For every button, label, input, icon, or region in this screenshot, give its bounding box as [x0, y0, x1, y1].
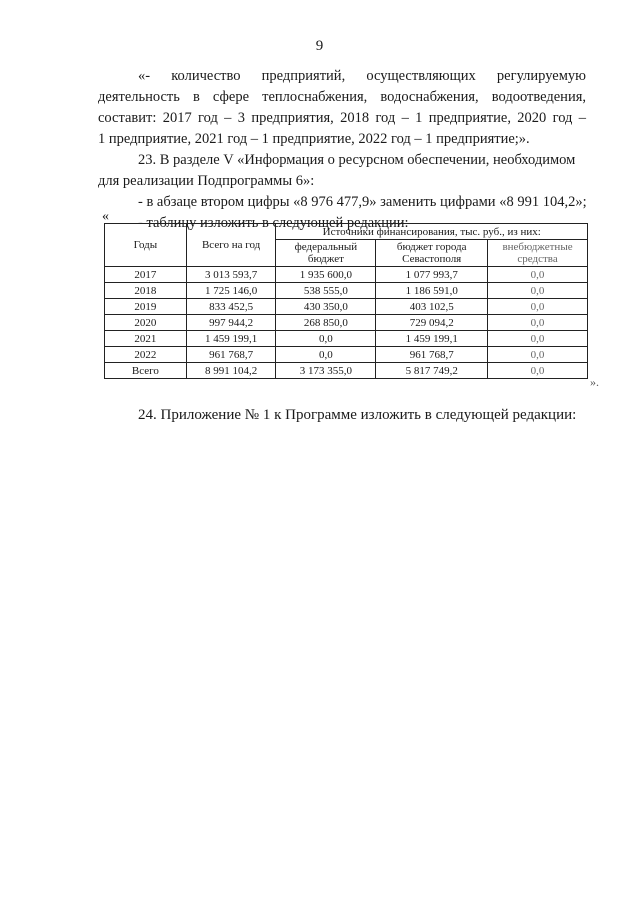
cell-year: 2018: [105, 283, 187, 299]
cell-city: 1 459 199,1: [376, 331, 488, 347]
item-23-line: для реализации Подпрограммы 6»:: [98, 173, 315, 189]
funding-table: [104, 223, 588, 379]
paragraph-line: «- количество предприятий, осуществляющих регулируемую: [138, 68, 586, 84]
paragraph-line: 1 предприятие, 2021 год – 1 предприятие, 2022 год – 1 предприятие;».: [98, 131, 530, 147]
cell-total: 961 768,7: [186, 347, 276, 363]
cell-year: 2017: [105, 267, 187, 283]
header-federal: федеральный бюджет: [276, 240, 376, 267]
table-row: [105, 315, 588, 331]
table-row: [105, 299, 588, 315]
header-years: Годы: [105, 224, 187, 267]
cell-extra: 0,0: [488, 299, 588, 315]
quote-close: ».: [590, 375, 599, 389]
cell-total: 8 991 104,2: [186, 363, 276, 379]
cell-total: 1 725 146,0: [186, 283, 276, 299]
cell-total: 833 452,5: [186, 299, 276, 315]
item-23-line: 23. В разделе V «Информация о ресурсном обеспечении, необходимом: [138, 152, 576, 168]
paragraph-enterprises: [98, 66, 586, 150]
cell-extra: 0,0: [488, 347, 588, 363]
page-number: 9: [315, 38, 324, 54]
cell-year: 2022: [105, 347, 187, 363]
table-row: [105, 267, 588, 283]
cell-extra: 0,0: [488, 267, 588, 283]
header-city: бюджет города Севастополя: [376, 240, 488, 267]
cell-federal: 0,0: [276, 347, 376, 363]
cell-year: 2019: [105, 299, 187, 315]
cell-federal: 538 555,0: [276, 283, 376, 299]
item-23-line: - в абзаце втором цифры «8 976 477,9» заменить цифрами «8 991 104,2»;: [138, 194, 587, 210]
paragraph-line: составит: 2017 год – 3 предприятия, 2018 год – 1 предприятие, 2020 год –: [98, 110, 586, 126]
cell-year: Всего: [105, 363, 187, 379]
item-24: 24. Приложение № 1 к Программе изложить в следующей редакции:: [138, 407, 577, 423]
cell-city: 1 077 993,7: [376, 267, 488, 283]
table-row: [105, 347, 588, 363]
header-extra: внебюджетные средства: [488, 240, 588, 267]
quote-open: «: [102, 209, 109, 224]
table-row: [105, 283, 588, 299]
cell-federal: 0,0: [276, 331, 376, 347]
item-23-line: - таблицу изложить в следующей редакции:: [138, 215, 409, 231]
cell-year: 2021: [105, 331, 187, 347]
cell-total: 1 459 199,1: [186, 331, 276, 347]
item-23: [98, 150, 586, 234]
cell-extra: 0,0: [488, 363, 588, 379]
paragraph-line: деятельность в сфере теплоснабжения, водоснабжения, водоотведения,: [98, 89, 586, 105]
cell-total: 997 944,2: [186, 315, 276, 331]
cell-federal: 430 350,0: [276, 299, 376, 315]
cell-extra: 0,0: [488, 315, 588, 331]
cell-federal: 268 850,0: [276, 315, 376, 331]
cell-city: 5 817 749,2: [376, 363, 488, 379]
header-sources: Источники финансирования, тыс. руб., из них:: [276, 224, 588, 240]
cell-city: 961 768,7: [376, 347, 488, 363]
cell-federal: 1 935 600,0: [276, 267, 376, 283]
cell-city: 1 186 591,0: [376, 283, 488, 299]
cell-year: 2020: [105, 315, 187, 331]
header-total: Всего на год: [186, 224, 276, 267]
cell-extra: 0,0: [488, 283, 588, 299]
cell-total: 3 013 593,7: [186, 267, 276, 283]
cell-extra: 0,0: [488, 331, 588, 347]
cell-federal: 3 173 355,0: [276, 363, 376, 379]
table-row: [105, 331, 588, 347]
cell-city: 403 102,5: [376, 299, 488, 315]
table-row-total: [105, 363, 588, 379]
cell-city: 729 094,2: [376, 315, 488, 331]
